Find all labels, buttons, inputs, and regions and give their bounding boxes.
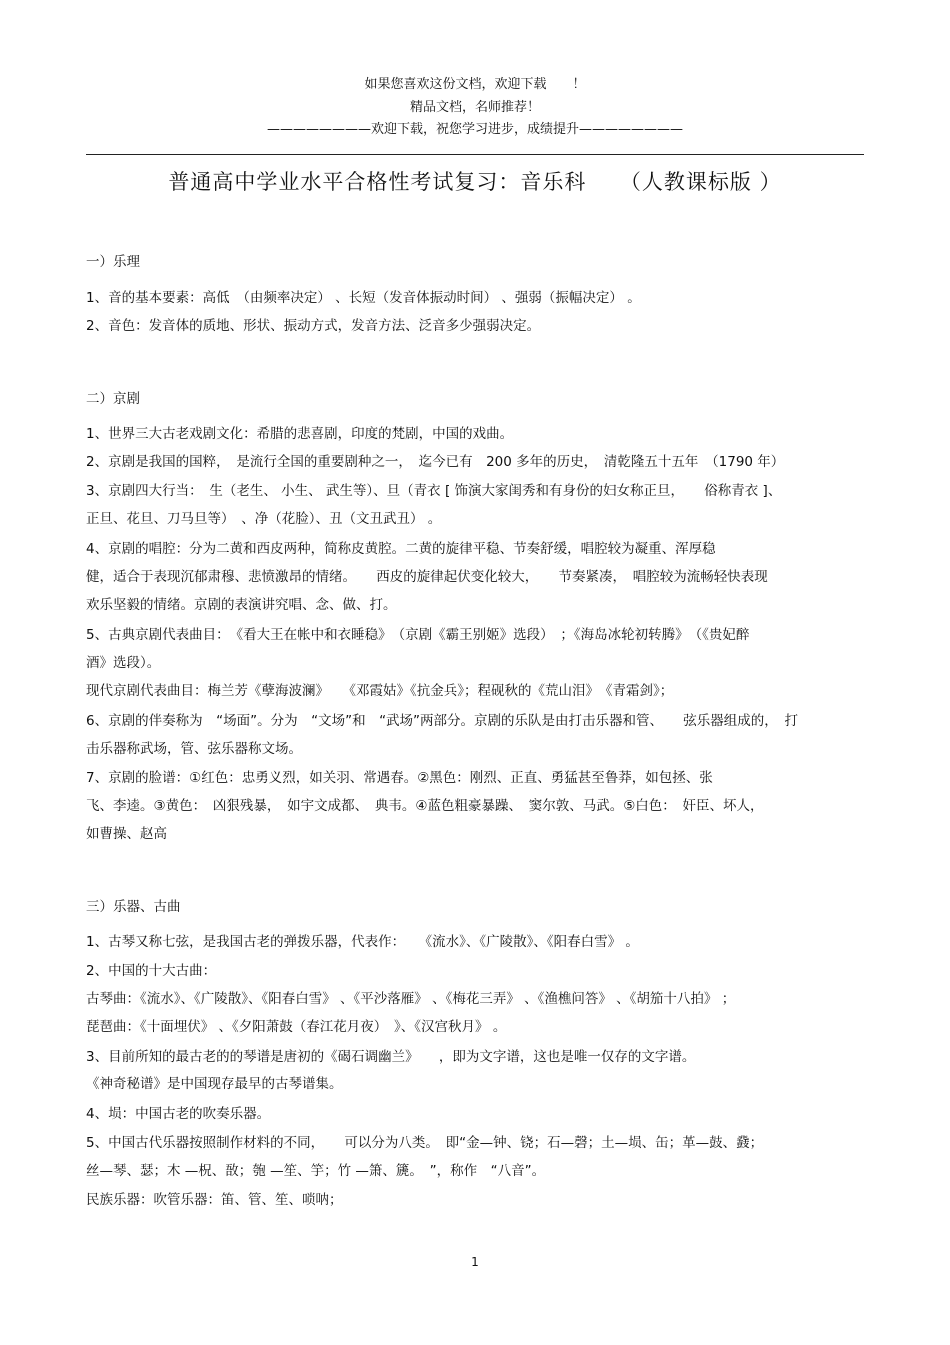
- paragraph-line: 4、京剧的唱腔：分为二黄和西皮两种，简称皮黄腔。二黄的旋律平稳、节奏舒缓，唱腔较为凝重、浑厚稳: [86, 541, 716, 557]
- paragraph-line: 欢乐坚毅的情绪。京剧的表演讲究唱、念、做、打。: [86, 597, 397, 613]
- paragraph-line: 2、京剧是我国的国粹， 是流行全国的重要剧种之一， 迄今已有 200 多年的历史， 清乾隆五十五年 （1790 年）: [86, 454, 785, 470]
- paragraph-line: 现代京剧代表曲目：梅兰芳《孽海波澜》 《邓霞姑》《抗金兵》；程砚秋的《荒山泪》 《青霜剑》；: [86, 683, 674, 699]
- paragraph-line: 6、京剧的伴奏称为 “场面”。分为 “文场”和 “武场”两部分。京剧的乐队是由打击乐器和管、 弦乐器组成的， 打: [86, 713, 799, 729]
- paragraph-line: 如曹操、赵高: [86, 826, 167, 842]
- paragraph-line: 5、中国古代乐器按照制作材料的不同， 可以分为八类。 即“金—钟、铙；石—磬；土—埙、缶；革—鼓、鼗；: [86, 1135, 764, 1151]
- paragraph-line: 2、中国的十大古曲：: [86, 963, 217, 979]
- section-heading-peking-opera: 二）京剧: [86, 391, 140, 407]
- paragraph-line: 1、音的基本要素：高低 （由频率决定） 、长短（发音体振动时间） 、强弱（振幅决定） 。: [86, 290, 641, 306]
- paragraph-line: 3、目前所知的最古老的的琴谱是唐初的《碣石调幽兰》 ，即为文字谱，这也是唯一仅存的文字谱。: [86, 1049, 696, 1065]
- paragraph-line: 1、世界三大古老戏剧文化：希腊的悲喜剧，印度的梵剧，中国的戏曲。: [86, 426, 514, 442]
- paragraph-line: 1、古琴又称七弦，是我国古老的弹拨乐器，代表作： 《流水》、《广陵散》、《阳春白雪》 。: [86, 934, 639, 950]
- paragraph-line: 2、音色：发音体的质地、形状、振动方式，发音方法、泛音多少强弱决定。: [86, 318, 541, 334]
- banner-line-2: 精品文档，名师推荐！: [409, 100, 540, 115]
- section-heading-music-theory: 一）乐理: [86, 254, 140, 270]
- header-divider: [86, 154, 864, 155]
- paragraph-line: 4、埙：中国古老的吹奏乐器。: [86, 1106, 271, 1122]
- section-heading-instruments: 三）乐器、古曲: [86, 899, 181, 915]
- banner-line-3: ————————欢迎下载，祝您学习进步，成绩提升————————: [266, 122, 683, 137]
- paragraph-line: 古琴曲：《流水》、《广陵散》、《阳春白雪》 、《平沙落雁》 、《梅花三弄》 、《渔樵问答》 、《胡笳十八拍》 ；: [86, 991, 736, 1007]
- paragraph-line: 民族乐器：吹管乐器：笛、管、笙、唢呐；: [86, 1192, 343, 1208]
- banner-line-1: 如果您喜欢这份文档，欢迎下载 ！: [364, 77, 586, 92]
- paragraph-line: 酒》选段）。: [86, 655, 161, 671]
- paragraph-line: 丝—琴、瑟；木 —柷、敔；匏 —笙、竽；竹 —箫、篪。 ”，称作 “八音”。: [86, 1163, 546, 1179]
- page-title: 普通高中学业水平合格性考试复习：音乐科 （人教课标版 ）: [168, 170, 782, 194]
- paragraph-line: 正旦、花旦、刀马旦等） 、净（花脸）、丑（文丑武丑） 。: [86, 511, 442, 527]
- paragraph-line: 7、京剧的脸谱：①红色：忠勇义烈，如关羽、常遇春。②黑色：刚烈、正直、勇猛甚至鲁莽，如包拯、张: [86, 770, 713, 786]
- paragraph-line: 飞、李逵。③黄色： 凶狠残暴， 如宇文成都、 典韦。④蓝色粗豪暴躁、 窦尔敦、马武。⑤白色： 奸臣、坏人，: [86, 798, 764, 814]
- page-number: 1: [471, 1255, 479, 1269]
- paragraph-line: 《神奇秘谱》是中国现存最早的古琴谱集。: [86, 1076, 343, 1092]
- paragraph-line: 击乐器称武场，管、弦乐器称文场。: [86, 741, 302, 757]
- paragraph-line: 琵琶曲：《十面埋伏》 、《夕阳萧鼓（春江花月夜） 》、《汉宫秋月》 。: [86, 1019, 507, 1035]
- paragraph-line: 3、京剧四大行当： 生（老生、 小生、 武生等）、旦（青衣 [ 饰演大家闺秀和有身份的妇女称正旦， 俗称青衣 ]、: [86, 483, 782, 499]
- paragraph-line: 健，适合于表现沉郁肃穆、悲愤激昂的情绪。 西皮的旋律起伏变化较大， 节奏紧凑， 唱腔较为流畅轻快表现: [86, 569, 768, 585]
- paragraph-line: 5、古典京剧代表曲目： 《看大王在帐中和衣睡稳》 （京剧《霸王别姬》选段） ；《海岛冰轮初转腾》 （《贵妃醉: [86, 627, 750, 643]
